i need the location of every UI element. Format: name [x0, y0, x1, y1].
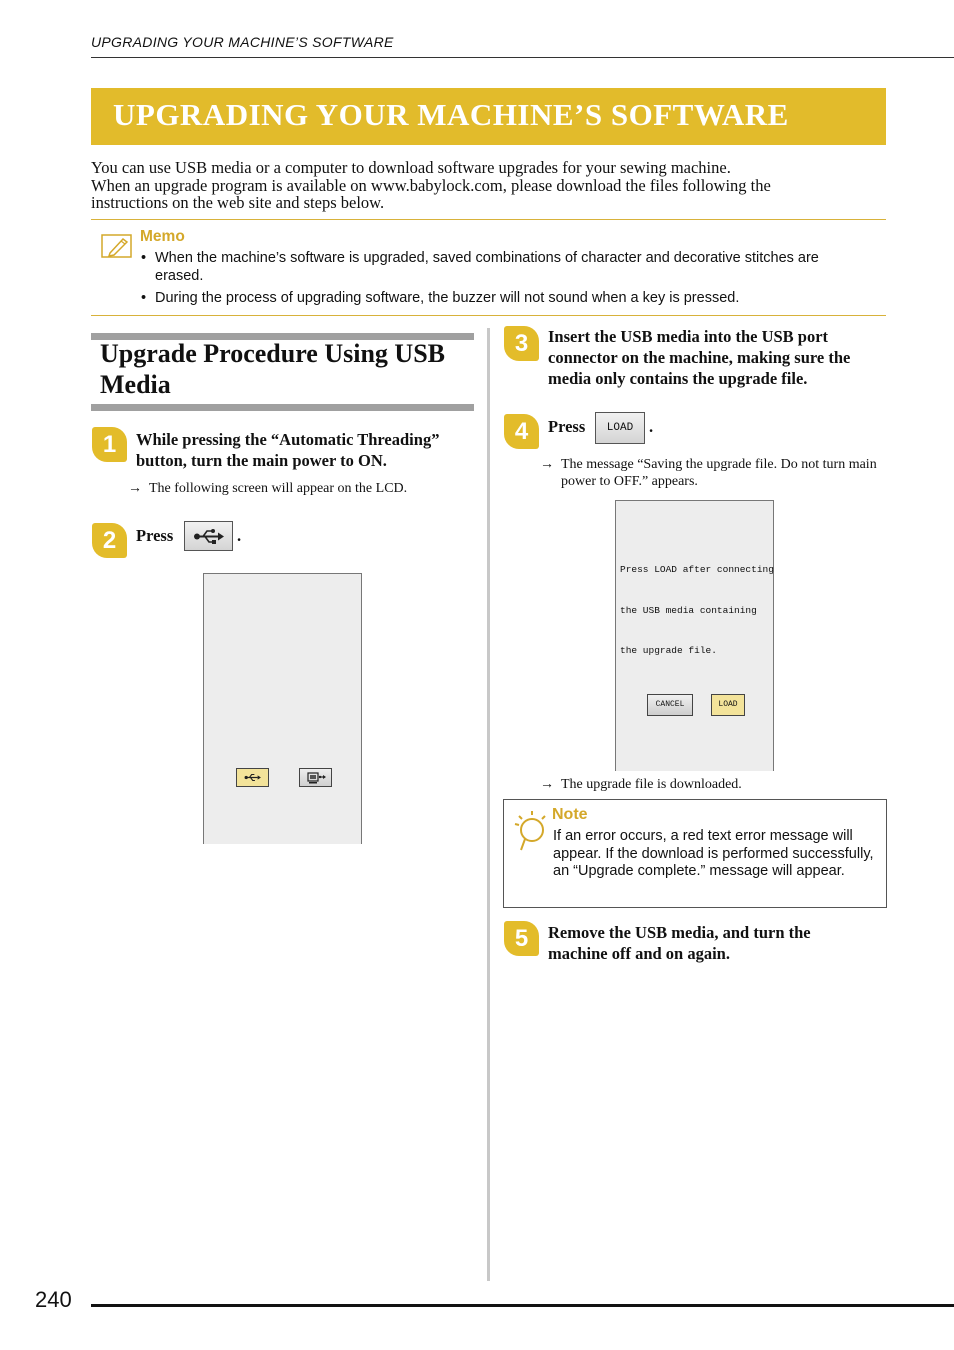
result-text: The message “Saving the upgrade file. Do not turn main power to OFF.” appears. [561, 457, 877, 489]
bullet-dot: • [141, 250, 147, 266]
step-number-2: 2 [92, 523, 127, 558]
step-1-text: While pressing the “Automatic Threading” button, turn the main power to ON. [136, 430, 440, 470]
memo-bottom-rule [91, 315, 886, 316]
result-arrow: → [540, 457, 554, 472]
load-key-label: LOAD [606, 422, 634, 434]
step-number-5: 5 [504, 921, 539, 956]
result-text: The upgrade file is downloaded. [561, 777, 742, 792]
lcd-cancel-button[interactable] [647, 694, 693, 716]
bullet-dot: • [141, 290, 147, 306]
result-text: The following screen will appear on the LCD. [149, 481, 408, 496]
step-2-period: . [237, 526, 242, 545]
computer-icon [307, 772, 326, 784]
intro-line-2: When an upgrade program is available on www.babylock.com, please download the files following the [91, 175, 771, 195]
lcd-message [620, 536, 774, 685]
lcd-computer-key[interactable] [299, 768, 332, 787]
lcd-message-line: the USB media containing [620, 604, 757, 616]
usb-icon [193, 528, 226, 545]
intro-line-1: You can use USB media or a computer to download software upgrades for your sewing machine. [91, 158, 731, 177]
note-title: Note [552, 806, 588, 823]
load-label: LOAD [718, 700, 738, 709]
step-3-text: Insert the USB media into the USB port connector on the machine, making sure the media only contains the upgrade file. [548, 327, 851, 388]
intro-paragraph [91, 159, 891, 212]
section-bottom-bar [91, 404, 474, 411]
lcd-usb-key[interactable] [236, 768, 269, 787]
lcd-screen-1 [203, 573, 362, 844]
memo-item-text: During the process of upgrading software, the buzzer will not sound when a key is pressed. [155, 290, 740, 306]
footer-rule [91, 1304, 954, 1307]
memo-title: Memo [140, 228, 185, 245]
cancel-label: CANCEL [655, 700, 685, 709]
page-title: UPGRADING YOUR MACHINE’S SOFTWARE [113, 97, 789, 132]
lcd-load-button[interactable] [711, 694, 745, 716]
lcd-message-line: Press LOAD after connecting [620, 564, 774, 575]
section-title: Upgrade Procedure Using USB Media [100, 339, 445, 399]
intro-line-3: instructions on the web site and steps below. [91, 193, 385, 212]
title-banner [91, 88, 886, 145]
note-lightbulb-icon [513, 808, 547, 852]
running-head: UPGRADING YOUR MACHINE’S SOFTWARE [91, 34, 394, 50]
load-key-button[interactable] [595, 412, 645, 444]
memo-top-rule [91, 219, 886, 220]
memo-pencil-icon [101, 233, 132, 259]
lcd-message-line: the upgrade file. [620, 645, 717, 656]
step-number-3: 3 [504, 326, 539, 361]
usb-icon [244, 772, 262, 783]
usb-key-button[interactable] [184, 521, 233, 551]
page-number: 240 [35, 1287, 72, 1312]
step-2-text: Press [136, 526, 174, 545]
step-4-period: . [649, 417, 654, 436]
header-rule [91, 57, 954, 58]
column-divider [487, 328, 490, 1281]
step-4-text: Press [548, 417, 586, 436]
result-arrow: → [540, 777, 554, 792]
result-arrow: → [128, 481, 142, 496]
step-number-4: 4 [504, 414, 539, 449]
lcd-screen-2 [615, 500, 774, 771]
note-text: If an error occurs, a red text error message will appear. If the download is performed successfully, an “Upgrade complete.” message will appear. [553, 828, 874, 879]
step-5-text: Remove the USB media, and turn the machine off and on again. [548, 923, 811, 963]
step-number-1: 1 [92, 427, 127, 462]
memo-item-text: When the machine’s software is upgraded, saved combinations of character and decorative stitches are erased. [155, 250, 819, 284]
